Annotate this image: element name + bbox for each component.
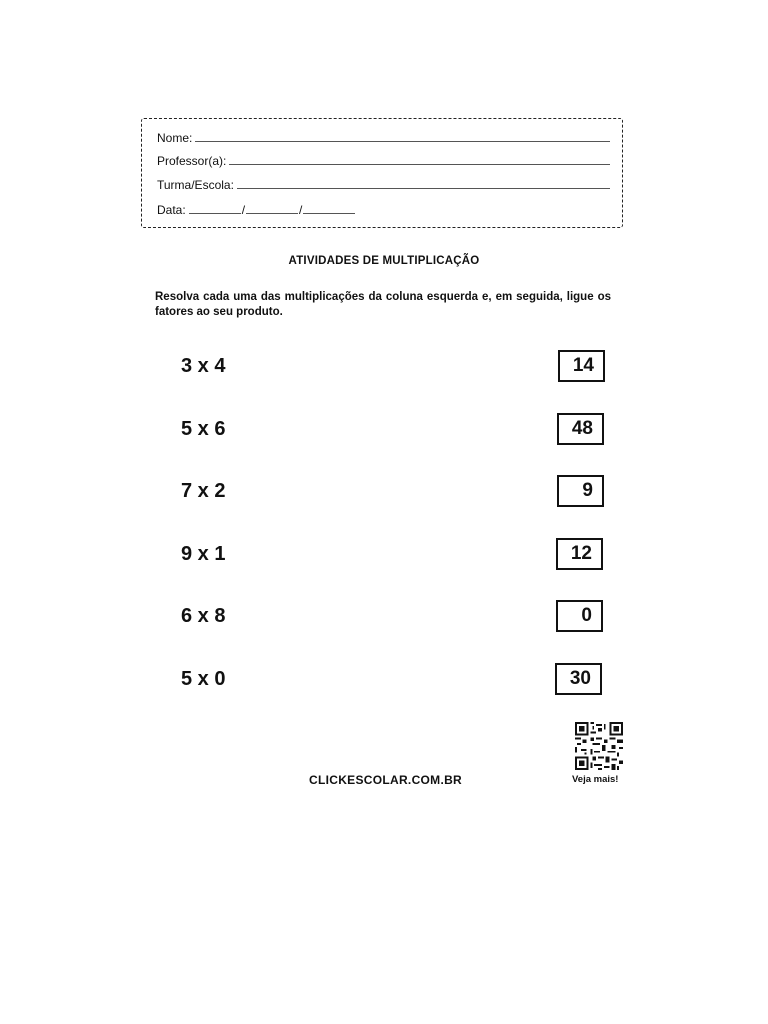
date-year-line[interactable] [303,213,355,214]
date-separator: / [241,203,246,217]
exercise-expression: 7 x 2 [181,480,226,502]
date-field[interactable] [157,201,355,217]
qr-caption: Veja mais! [572,774,619,785]
student-info-box [141,118,623,228]
exercise-expression: 5 x 0 [181,668,226,690]
teacher-field[interactable] [157,152,610,168]
name-line[interactable] [195,141,610,142]
date-month-line[interactable] [246,213,298,214]
exercise-expression: 5 x 6 [181,418,226,440]
class-school-field[interactable] [157,176,610,192]
class-school-label: Turma/Escola: [157,178,234,192]
answer-box[interactable]: 14 [558,350,605,382]
website-footer[interactable]: CLICKESCOLAR.COM.BR [309,773,463,787]
answer-box[interactable]: 0 [556,600,603,632]
exercise-expression: 6 x 8 [181,605,226,627]
name-field[interactable] [157,129,610,145]
answer-box[interactable]: 48 [557,413,604,445]
exercise-expression: 3 x 4 [181,355,226,377]
qr-code-icon[interactable] [574,722,624,770]
instructions-text: Resolva cada uma das multiplicações da coluna esquerda e, em seguida, ligue os fatores ao seu produto. [155,291,611,318]
teacher-line[interactable] [229,164,610,165]
date-separator: / [299,203,303,217]
answer-box[interactable]: 30 [555,663,602,695]
class-school-line[interactable] [237,188,610,189]
date-day-line[interactable] [189,213,241,214]
date-label: Data: [157,203,186,217]
teacher-label: Professor(a): [157,154,227,168]
answer-box[interactable]: 9 [557,475,604,507]
exercise-expression: 9 x 1 [181,543,226,565]
answer-box[interactable]: 12 [556,538,603,570]
page-title: ATIVIDADES DE MULTIPLICAÇÃO [288,255,480,267]
name-label: Nome: [157,131,193,145]
